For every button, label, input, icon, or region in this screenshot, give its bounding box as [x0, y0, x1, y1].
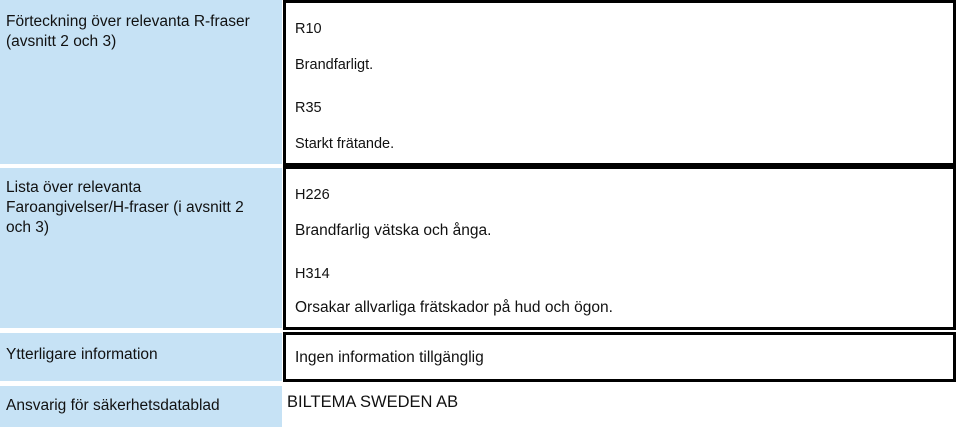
responsible-value: BILTEMA SWEDEN AB — [287, 393, 459, 411]
h-phrase-code: H226 — [295, 187, 330, 203]
additional-info-label-text: Ytterligare information — [6, 346, 158, 363]
h-phrases-label-bg — [270, 168, 282, 328]
additional-info-value: Ingen information tillgänglig — [295, 349, 484, 366]
h-phrase-code: H314 — [295, 266, 330, 282]
r-phrase-code: R35 — [295, 100, 322, 116]
h-phrase-text: Orsakar allvarliga frätskador på hud och ögon. — [295, 299, 613, 316]
additional-info-label — [0, 333, 282, 381]
responsible-label — [0, 386, 282, 427]
r-phrase-code: R10 — [295, 21, 322, 37]
additional-info-box — [283, 332, 956, 382]
r-phrases-label-text: Förteckning över relevanta R-fraser (avsnitt 2 och 3) — [6, 13, 250, 50]
r-phrases-label — [0, 0, 282, 164]
h-phrase-text: Brandfarlig vätska och ånga. — [295, 222, 492, 239]
r-phrase-text: Starkt frätande. — [295, 136, 395, 152]
h-phrases-label-text: Lista över relevanta Faroangivelser/H-fraser (i avsnitt 2 och 3) — [6, 179, 244, 236]
h-phrases-label — [0, 168, 270, 328]
r-phrase-text: Brandfarligt. — [295, 57, 374, 73]
responsible-label-text: Ansvarig för säkerhetsdatablad — [6, 397, 220, 414]
r-phrases-box — [283, 0, 956, 166]
h-phrases-box — [283, 166, 956, 330]
